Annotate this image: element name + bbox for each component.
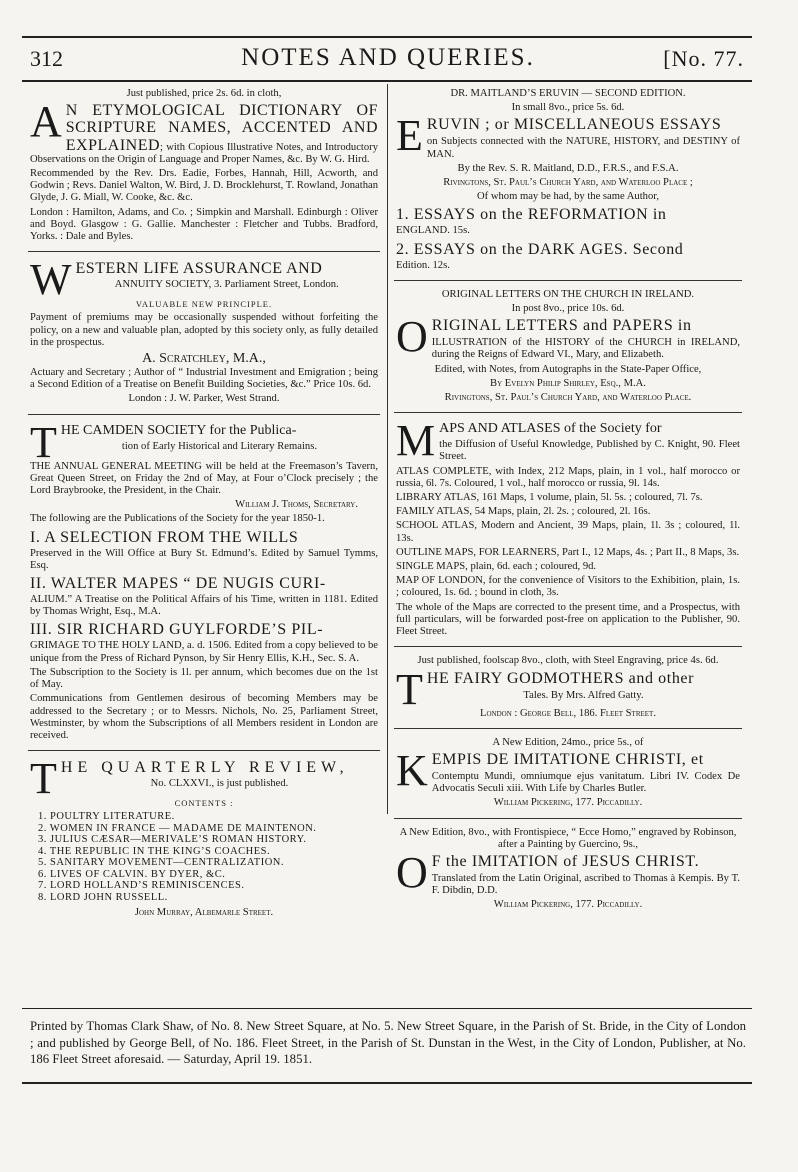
kempis-title: EMPIS DE IMITATIONE CHRISTI, et [431,750,704,768]
fairy-publisher: London : George Bell, 186. Fleet Street. [480,707,656,719]
camden-item3-body: GRIMAGE TO THE HOLY LAND, a. d. 1506. Edited from a copy believed to be unique from the Press of Richard Pynson, by Sir Henry Ellis, K.H., Sec. S. A. [30,640,378,664]
letters-title: RIGINAL LETTERS and PAPERS in [431,317,692,335]
letters-editor: By Evelyn Philip Shirley, Esq., M.A. [490,377,646,389]
maps-item: MAP OF LONDON, for the convenience of Visitors to the Exhibition, plain, 1s. ; coloured, 1s. 6d. ; bound in cloth, 3s. [396,575,740,599]
fairy-body: Tales. By Mrs. Alfred Gatty. [523,689,644,701]
dictionary-drop-cap: A [30,97,62,147]
camden-drop-cap: T [30,417,57,467]
printer-imprint: Printed by Thomas Clark Shaw, of No. 8. New Street Square, at No. 5. New Street Square, in the Parish of St. Bride, in the City of London ; and published by George Bell, of No. 186. Fleet Street, in the Parish of St. Dunstan in the West, in the City of London, Publisher, at No. 186 Fleet Street aforesaid. — Saturday, April 19. 1851. [30,1019,746,1066]
dictionary-title: N ETYMOLOGICAL DICTIONARY OF SCRIPTURE NAMES, ACCENTED AND EXPLAINED [65,102,378,154]
ad-quarterly-review [28,754,380,927]
maps-title: APS AND ATLASES of the Society for [439,421,662,437]
eruvin-publisher: Rivingtons, St. Paul’s Church Yard, and Waterloo Place ; [443,177,693,189]
maps-item: SINGLE MAPS, plain, 6d. each ; coloured, 9d. [396,561,597,573]
ad-maps-atlases [394,416,742,647]
imitation-title: F the IMITATION of JESUS CHRIST. [431,852,700,870]
ad-camden-society [28,417,380,751]
maps-item: FAMILY ATLAS, 54 Maps, plain, 2l. 2s. ; coloured, 2l. 16s. [396,506,651,518]
camden-subscription: The Subscription to the Society is 1l. per annum, which becomes due on the 1st of May. [30,666,378,691]
page-header [28,42,748,76]
eruvin-also: Of whom may be had, by the same Author, [477,191,659,203]
footer-rule [22,1008,752,1009]
camden-item3-title: III. SIR RICHARD GUYLFORDE’S PIL- [30,621,324,639]
fairy-intro: Just published, foolscap 8vo., cloth, with Steel Engraving, price 4s. 6d. [417,655,719,667]
letters-edited: Edited, with Notes, from Autographs in the State-Paper Office, [434,363,702,375]
ad-dictionary [28,86,380,252]
maps-item: LIBRARY ATLAS, 161 Maps, 1 volume, plain, 5l. 5s. ; coloured, 7l. 7s. [396,492,703,504]
eruvin-essay1-title: 1. ESSAYS on the REFORMATION in [396,206,667,224]
contents-item: 8. LORD JOHN RUSSELL. [38,891,168,903]
ad-eruvin [394,86,742,281]
contents-item: 3. JULIUS CÆSAR—MERIVALE’S ROMAN HISTORY. [38,834,307,846]
ad-kempis [394,735,742,819]
imitation-body: Translated from the Latin Original, ascribed to Thomas à Kempis. By T. F. Dibdin, D.D. [431,872,740,897]
camden-meeting: THE ANNUAL GENERAL MEETING will be held at the Freemason’s Tavern, Great Queen Street, on Friday the 2nd of May, at Four o’Clock precisely ; the Lord Braybrooke, the President, in the Chair. [30,460,378,497]
western-name: A. Scratchley, M.A., [142,351,266,367]
kempis-body: Contemptu Mundi, omniumque ejus vanitatum. Libri IV. Codex De Advocatis Seculi xiii. With Life by Charles Butler. [431,770,740,795]
ad-western-life [28,255,380,414]
maps-item: SCHOOL ATLAS, Modern and Ancient, 39 Maps, plain, 1l. 3s ; coloured, 1l. 13s. [396,520,740,544]
eruvin-essay1-body: ENGLAND. 15s. [396,225,470,237]
dictionary-recommend: Recommended by the Rev. Drs. Eadie, Forbes, Hannah, Hill, Acworth, and Godwin ; Revs. Daniel Walton, W. Bird, J. D. Brocklehurst, T. Rowland, Jonathan Glyde, J. G. Miall, W. Cooke, &c. &c. [30,168,378,204]
maps-closing: The whole of the Maps are corrected to the present time, and a Prospectus, with full particulars, will be forwarded post-free on application to the Publisher, 90. Fleet Street. [396,601,740,638]
kempis-intro: A New Edition, 24mo., price 5s., of [492,736,644,748]
western-title: ESTERN LIFE ASSURANCE AND [75,260,323,278]
column-divider [387,84,388,814]
camden-item1-title: I. A SELECTION FROM THE WILLS [30,528,299,546]
contents-item: 7. LORD HOLLAND’S REMINISCENCES. [38,880,245,892]
eruvin-essay2-body: Edition. 12s. [396,259,450,271]
quarterly-number: No. CLXXVI., is just published. [150,778,289,790]
contents-item: 4. THE REPUBLIC IN THE KING’S COACHES. [38,845,271,857]
page-title: NOTES AND QUERIES. [241,44,535,71]
letters-body: ILLUSTRATION of the HISTORY of the CHURCH in IRELAND, during the Reigns of Edward VI., Mary, and Elizabeth. [431,337,740,361]
kempis-publisher: William Pickering, 177. Piccadilly. [493,797,643,809]
camden-communications: Communications from Gentlemen desirous of becoming Members may be addressed to the Secretary ; or to Messrs. Nichols, No. 25, Parliament Street, Westminster, by whom the Subscriptions of all Members resident in London are received. [30,693,378,741]
contents-item: 6. LIVES OF CALVIN. BY DYER, &C. [38,868,226,880]
letters-intro: ORIGINAL LETTERS ON THE CHURCH IN IRELAND. [441,288,695,300]
quarterly-publisher: John Murray, Albemarle Street. [134,907,274,919]
camden-following: The following are the Publications of the Society for the year 1850-1. [30,513,325,525]
maps-body: the Diffusion of Useful Knowledge, Published by C. Knight, 90. Fleet Street. [439,439,740,463]
eruvin-drop-cap: E [396,111,423,161]
contents-item: 2. WOMEN IN FRANCE — MADAME DE MAINTENON. [38,822,317,834]
camden-item1-body: Preserved in the Will Office at Bury St. Edmund’s. Edited by Samuel Tymms, Esq. [30,547,378,571]
camden-item2-body: ALIUM.” A Treatise on the Political Affairs of his Time, written in 1181. Edited by Thomas Wright, Esq., M.A. [30,594,378,618]
imitation-intro: A New Edition, 8vo., with Frontispiece, “ Ecce Homo,” engraved by Robinson, after a Painting by Guercino, 9s., [399,826,737,850]
eruvin-body: on Subjects connected with the NATURE, HISTORY, and DESTINY of MAN. [426,136,740,160]
header-rule [22,80,752,82]
right-column [394,86,742,926]
left-column [28,86,380,934]
camden-title: HE CAMDEN SOCIETY for the Publica- [60,422,297,438]
imitation-drop-cap: O [396,847,428,897]
western-title2: ANNUITY SOCIETY, 3. Parliament Street, London. [114,279,339,291]
camden-title2: tion of Early Historical and Literary Remains. [121,440,317,452]
western-body: Payment of premiums may be occasionally suspended without forfeiting the policy, on a new and valuable plan, adopted by this society only, as fully detailed in the prospectus. [30,312,378,348]
quarterly-contents-label: CONTENTS : [174,798,234,809]
western-principle: VALUABLE NEW PRINCIPLE. [135,299,273,310]
ad-imitation-christ [394,825,742,920]
contents-item: 5. SANITARY MOVEMENT—CENTRALIZATION. [38,857,285,869]
maps-item: OUTLINE MAPS, FOR LEARNERS, Part I., 12 Maps, 4s. ; Part II., 8 Maps, 3s. [396,546,740,558]
western-drop-cap: W [30,255,72,305]
eruvin-intro: DR. MAITLAND’S ERUVIN — SECOND EDITION. [450,88,686,99]
ad-fairy-godmothers [394,653,742,728]
quarterly-drop-cap: T [30,754,57,804]
maps-drop-cap: M [396,416,436,466]
dictionary-body: ; with Copious Illustrative Notes, and Introductory Observations on the Origin of Language and Proper Names, &c. By W. G. Hird. [30,141,378,165]
bottom-rule [22,1082,752,1084]
kempis-drop-cap: K [396,745,428,795]
issue-number: [No. 77. [663,46,744,71]
fairy-drop-cap: T [396,664,423,714]
letters-drop-cap: O [396,312,428,362]
imitation-publisher: William Pickering, 177. Piccadilly. [493,899,643,911]
camden-signed: William J. Thoms, Secretary. [235,499,358,511]
top-rule [22,36,752,38]
eruvin-essay2-title: 2. ESSAYS on the DARK AGES. Second [396,240,684,258]
eruvin-price: In small 8vo., price 5s. 6d. [511,102,625,114]
page-number: 312 [30,46,63,71]
western-publisher: London : J. W. Parker, West Strand. [128,393,280,405]
letters-price: In post 8vo., price 10s. 6d. [511,303,625,315]
dictionary-intro: Just published, price 2s. 6d. in cloth, [126,88,282,99]
camden-item2-title: II. WALTER MAPES “ DE NUGIS CURI- [30,575,326,593]
ad-original-letters [394,287,742,413]
quarterly-title: HE QUARTERLY REVIEW, [60,759,349,777]
letters-publisher: Rivingtons, St. Paul’s Church Yard, and Waterloo Place. [444,392,692,404]
quarterly-contents-list [38,811,378,903]
maps-item: ATLAS COMPLETE, with Index, 212 Maps, plain, in 1 vol., half morocco or russia, 6l. 7s. Coloured, 1 vol., half morocco or russia, 9l. 14s. [396,465,740,489]
eruvin-title: RUVIN ; or MISCELLANEOUS ESSAYS [426,116,722,134]
western-actuary: Actuary and Secretary ; Author of “ Industrial Investment and Emigration ; being a Second Edition of a Treatise on Benefit Building Societies, &c.” Price 10s. 6d. [30,367,378,391]
eruvin-author: By the Rev. S. R. Maitland, D.D., F.R.S., and F.S.A. [457,162,679,174]
contents-item: 1. POULTRY LITERATURE. [38,811,175,823]
dictionary-publishers: London : Hamilton, Adams, and Co. ; Simpkin and Marshall. Edinburgh : Oliver and Boyd. Glasgow : G. Gallie. Manchester : Fletcher and Tubbs. Bradford, Yorks. : Dale and Byles. [30,206,378,243]
fairy-title: HE FAIRY GODMOTHERS and other [426,669,695,687]
